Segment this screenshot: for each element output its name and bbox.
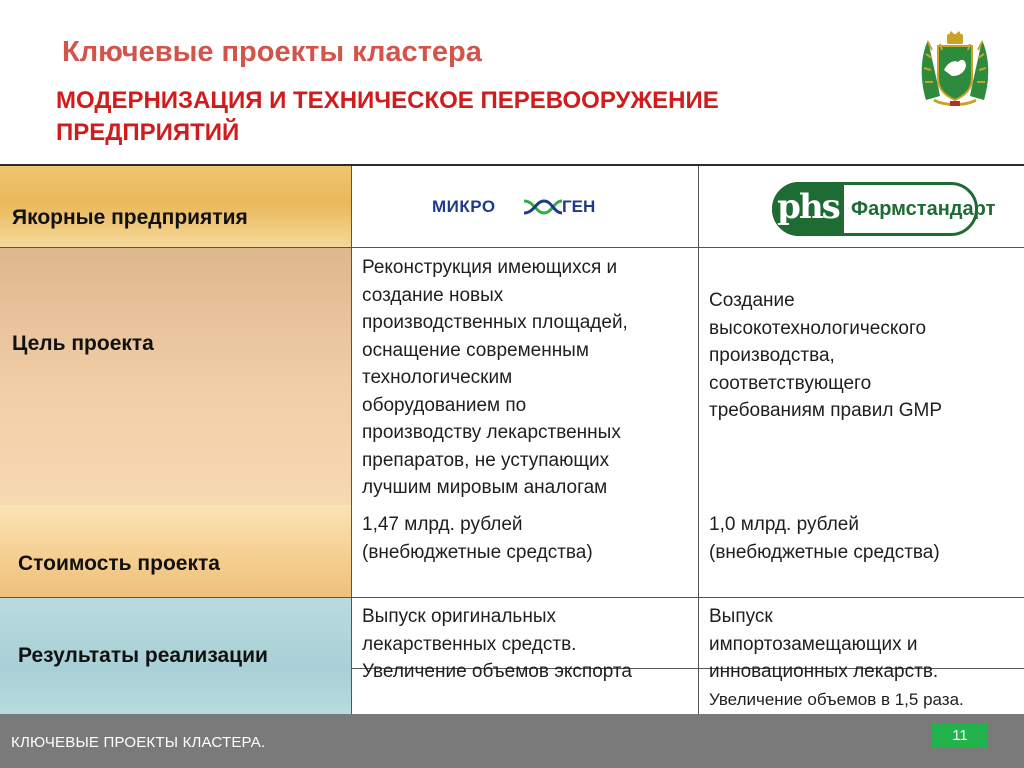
text-line: инновационных лекарств. bbox=[709, 661, 939, 682]
label-result: Результаты реализации bbox=[18, 644, 268, 667]
text-line: Реконструкция имеющихся и bbox=[362, 257, 618, 278]
text-line: оснащение современным bbox=[362, 339, 589, 361]
footer-bar bbox=[0, 714, 1024, 768]
text-line: создание новых bbox=[362, 284, 504, 306]
text-line: Создание bbox=[709, 290, 795, 311]
slide-subtitle bbox=[56, 85, 876, 149]
text-line: Увеличение объемов экспорта bbox=[362, 661, 632, 682]
text-line: производству лекарственных bbox=[362, 422, 621, 443]
slide-title: Ключевые проекты кластера bbox=[62, 36, 482, 68]
text-line: оборудованием по bbox=[362, 394, 527, 416]
text-line: препаратов, не уступающих bbox=[362, 449, 610, 471]
cost-cell-col2 bbox=[699, 505, 1024, 598]
text-line: (внебюджетные средства) bbox=[709, 541, 940, 563]
label-cell-anchor bbox=[0, 166, 352, 248]
label-cell-cost bbox=[0, 505, 352, 598]
result-cell-col1 bbox=[352, 598, 699, 716]
projects-table bbox=[0, 164, 1024, 714]
pharmstandard-logo-name: Фармстандарт bbox=[851, 198, 996, 220]
page-number-badge: 11 bbox=[932, 724, 988, 748]
footer-label: КЛЮЧЕВЫЕ ПРОЕКТЫ КЛАСТЕРА bbox=[11, 734, 261, 751]
pharmstandard-logo bbox=[772, 182, 996, 236]
subtitle-line-1: МОДЕРНИЗАЦИЯ И ТЕХНИЧЕСКОЕ ПЕРЕВООРУЖЕНИЕ bbox=[56, 87, 719, 114]
text-line: лучшим мировым аналогам bbox=[362, 477, 608, 498]
text-line: Выпуск bbox=[709, 606, 773, 627]
microgen-logo-text-2: ГЕН bbox=[562, 197, 596, 216]
subtitle-line-2: ПРЕДПРИЯТИЙ bbox=[56, 119, 240, 146]
text-line: производственных площадей, bbox=[362, 312, 628, 333]
pharmstandard-logo-mark: phs bbox=[772, 182, 844, 236]
result-text-col2 bbox=[709, 603, 964, 713]
microgen-logo-text-1: МИКРО bbox=[432, 197, 496, 216]
label-goal: Цель проекта bbox=[12, 332, 154, 355]
microgen-logo bbox=[432, 191, 608, 221]
coat-of-arms-icon bbox=[918, 30, 992, 106]
table-row-cost bbox=[0, 505, 1024, 598]
footer-text bbox=[11, 734, 265, 751]
text-line: высокотехнологического bbox=[709, 317, 927, 339]
cost-text-col1 bbox=[362, 511, 593, 566]
footer-dot: . bbox=[260, 734, 266, 751]
label-cost: Стоимость проекта bbox=[18, 552, 220, 575]
result-cell-col2 bbox=[699, 598, 1024, 716]
text-line-small: Увеличение объемов в 1,5 раза. bbox=[709, 689, 964, 709]
text-line: лекарственных средств. bbox=[362, 633, 577, 655]
label-anchor: Якорные предприятия bbox=[12, 206, 248, 229]
cost-cell-col1 bbox=[352, 505, 699, 598]
cost-text-col2 bbox=[709, 511, 940, 566]
text-line: требованиям правил GMP bbox=[709, 400, 943, 421]
text-line: импортозамещающих и bbox=[709, 633, 918, 655]
text-line: Выпуск оригинальных bbox=[362, 606, 556, 627]
goal-text-col1 bbox=[362, 254, 628, 502]
goal-text-col2 bbox=[709, 287, 942, 425]
text-line: производства, bbox=[709, 345, 835, 366]
result-text-col1 bbox=[362, 603, 632, 686]
text-line: 1,0 млрд. рублей bbox=[709, 514, 859, 535]
dna-helix-icon bbox=[524, 195, 562, 219]
label-cell-result bbox=[0, 598, 352, 716]
text-line: соответствующего bbox=[709, 372, 872, 394]
text-line: (внебюджетные средства) bbox=[362, 541, 593, 563]
text-line: технологическим bbox=[362, 367, 513, 388]
text-line: 1,47 млрд. рублей bbox=[362, 514, 523, 535]
table-row-result bbox=[0, 598, 1024, 716]
